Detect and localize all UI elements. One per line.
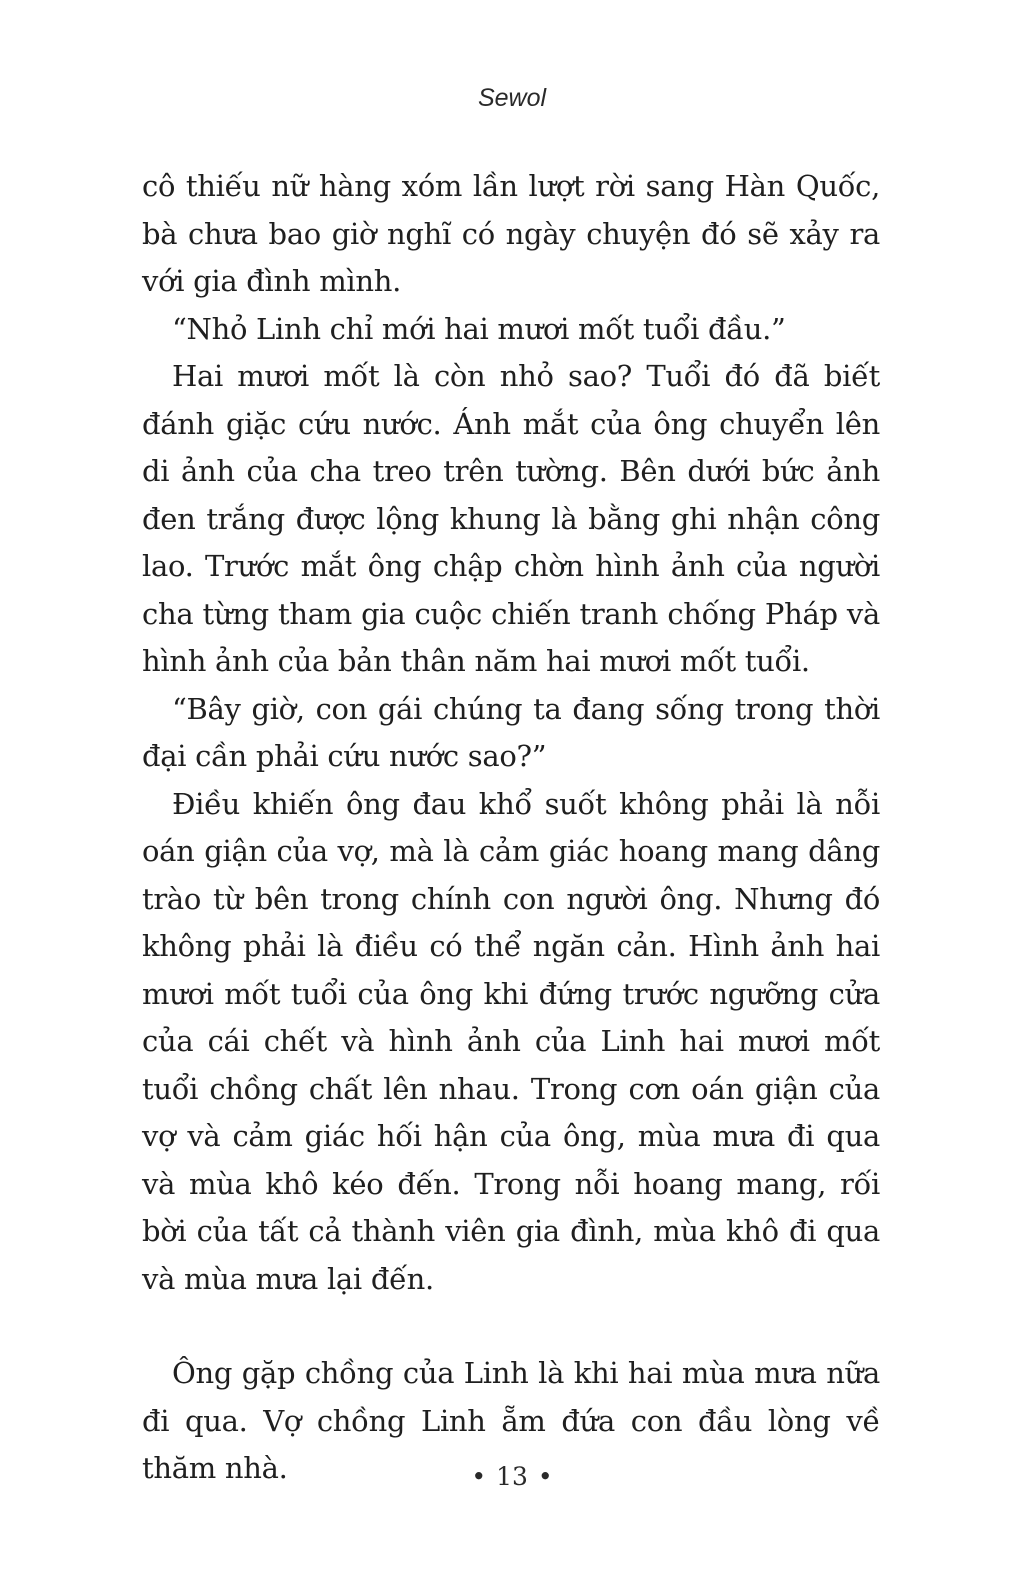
paragraph-narration-2: Điều khiến ông đau khổ suốt không phải là nỗi oán giận của vợ, mà là cảm giác hoang mang dâng trào từ bên trong chính con người ông. Nhưng đó không phải là điều có thể ngăn cản. Hình ảnh hai mươi mốt tuổi của ông khi đứng trước ngưỡng cửa của cái chết và hình ảnh của Linh hai mươi mốt tuổi chồng chất lên nhau. Trong cơn oán giận của vợ và cảm giác hối hận của ông, mùa mưa đi qua và mùa khô kéo đến. Trong nỗi hoang mang, rối bời của tất cả thành viên gia đình, mùa khô đi qua và mùa mưa lại đến.	[142, 786, 880, 1296]
folio-bullet-left: •	[471, 1462, 487, 1491]
paragraph-new-section: Ông gặp chồng của Linh là khi hai mùa mưa nữa đi qua. Vợ chồng Linh ẵm đứa con đầu lòng về thăm nhà.	[142, 1356, 880, 1485]
page-number-footer	[0, 1462, 1024, 1491]
page-number: 13	[496, 1462, 528, 1491]
paragraph-dialogue-2: “Bây giờ, con gái chúng ta đang sống trong thời đại cần phải cứu nước sao?”	[142, 691, 880, 773]
running-head-title: Sewol	[477, 84, 547, 112]
paragraph-dialogue-1: “Nhỏ Linh chỉ mới hai mươi mốt tuổi đầu.”	[172, 311, 786, 346]
body-text	[142, 163, 880, 1493]
folio-bullet-right: •	[537, 1462, 553, 1491]
paragraph-continuation: cô thiếu nữ hàng xóm lần lượt rời sang Hàn Quốc, bà chưa bao giờ nghĩ có ngày chuyện đó sẽ xảy ra với gia đình mình.	[142, 169, 880, 298]
paragraph-narration-1: Hai mươi mốt là còn nhỏ sao? Tuổi đó đã biết đánh giặc cứu nước. Ánh mắt của ông chuyển lên di ảnh của cha treo trên tường. Bên dưới bức ảnh đen trắng được lộng khung là bằng ghi nhận công lao. Trước mắt ông chập chờn hình ảnh của người cha từng tham gia cuộc chiến tranh chống Pháp và hình ảnh của bản thân năm hai mươi mốt tuổi.	[142, 359, 880, 678]
